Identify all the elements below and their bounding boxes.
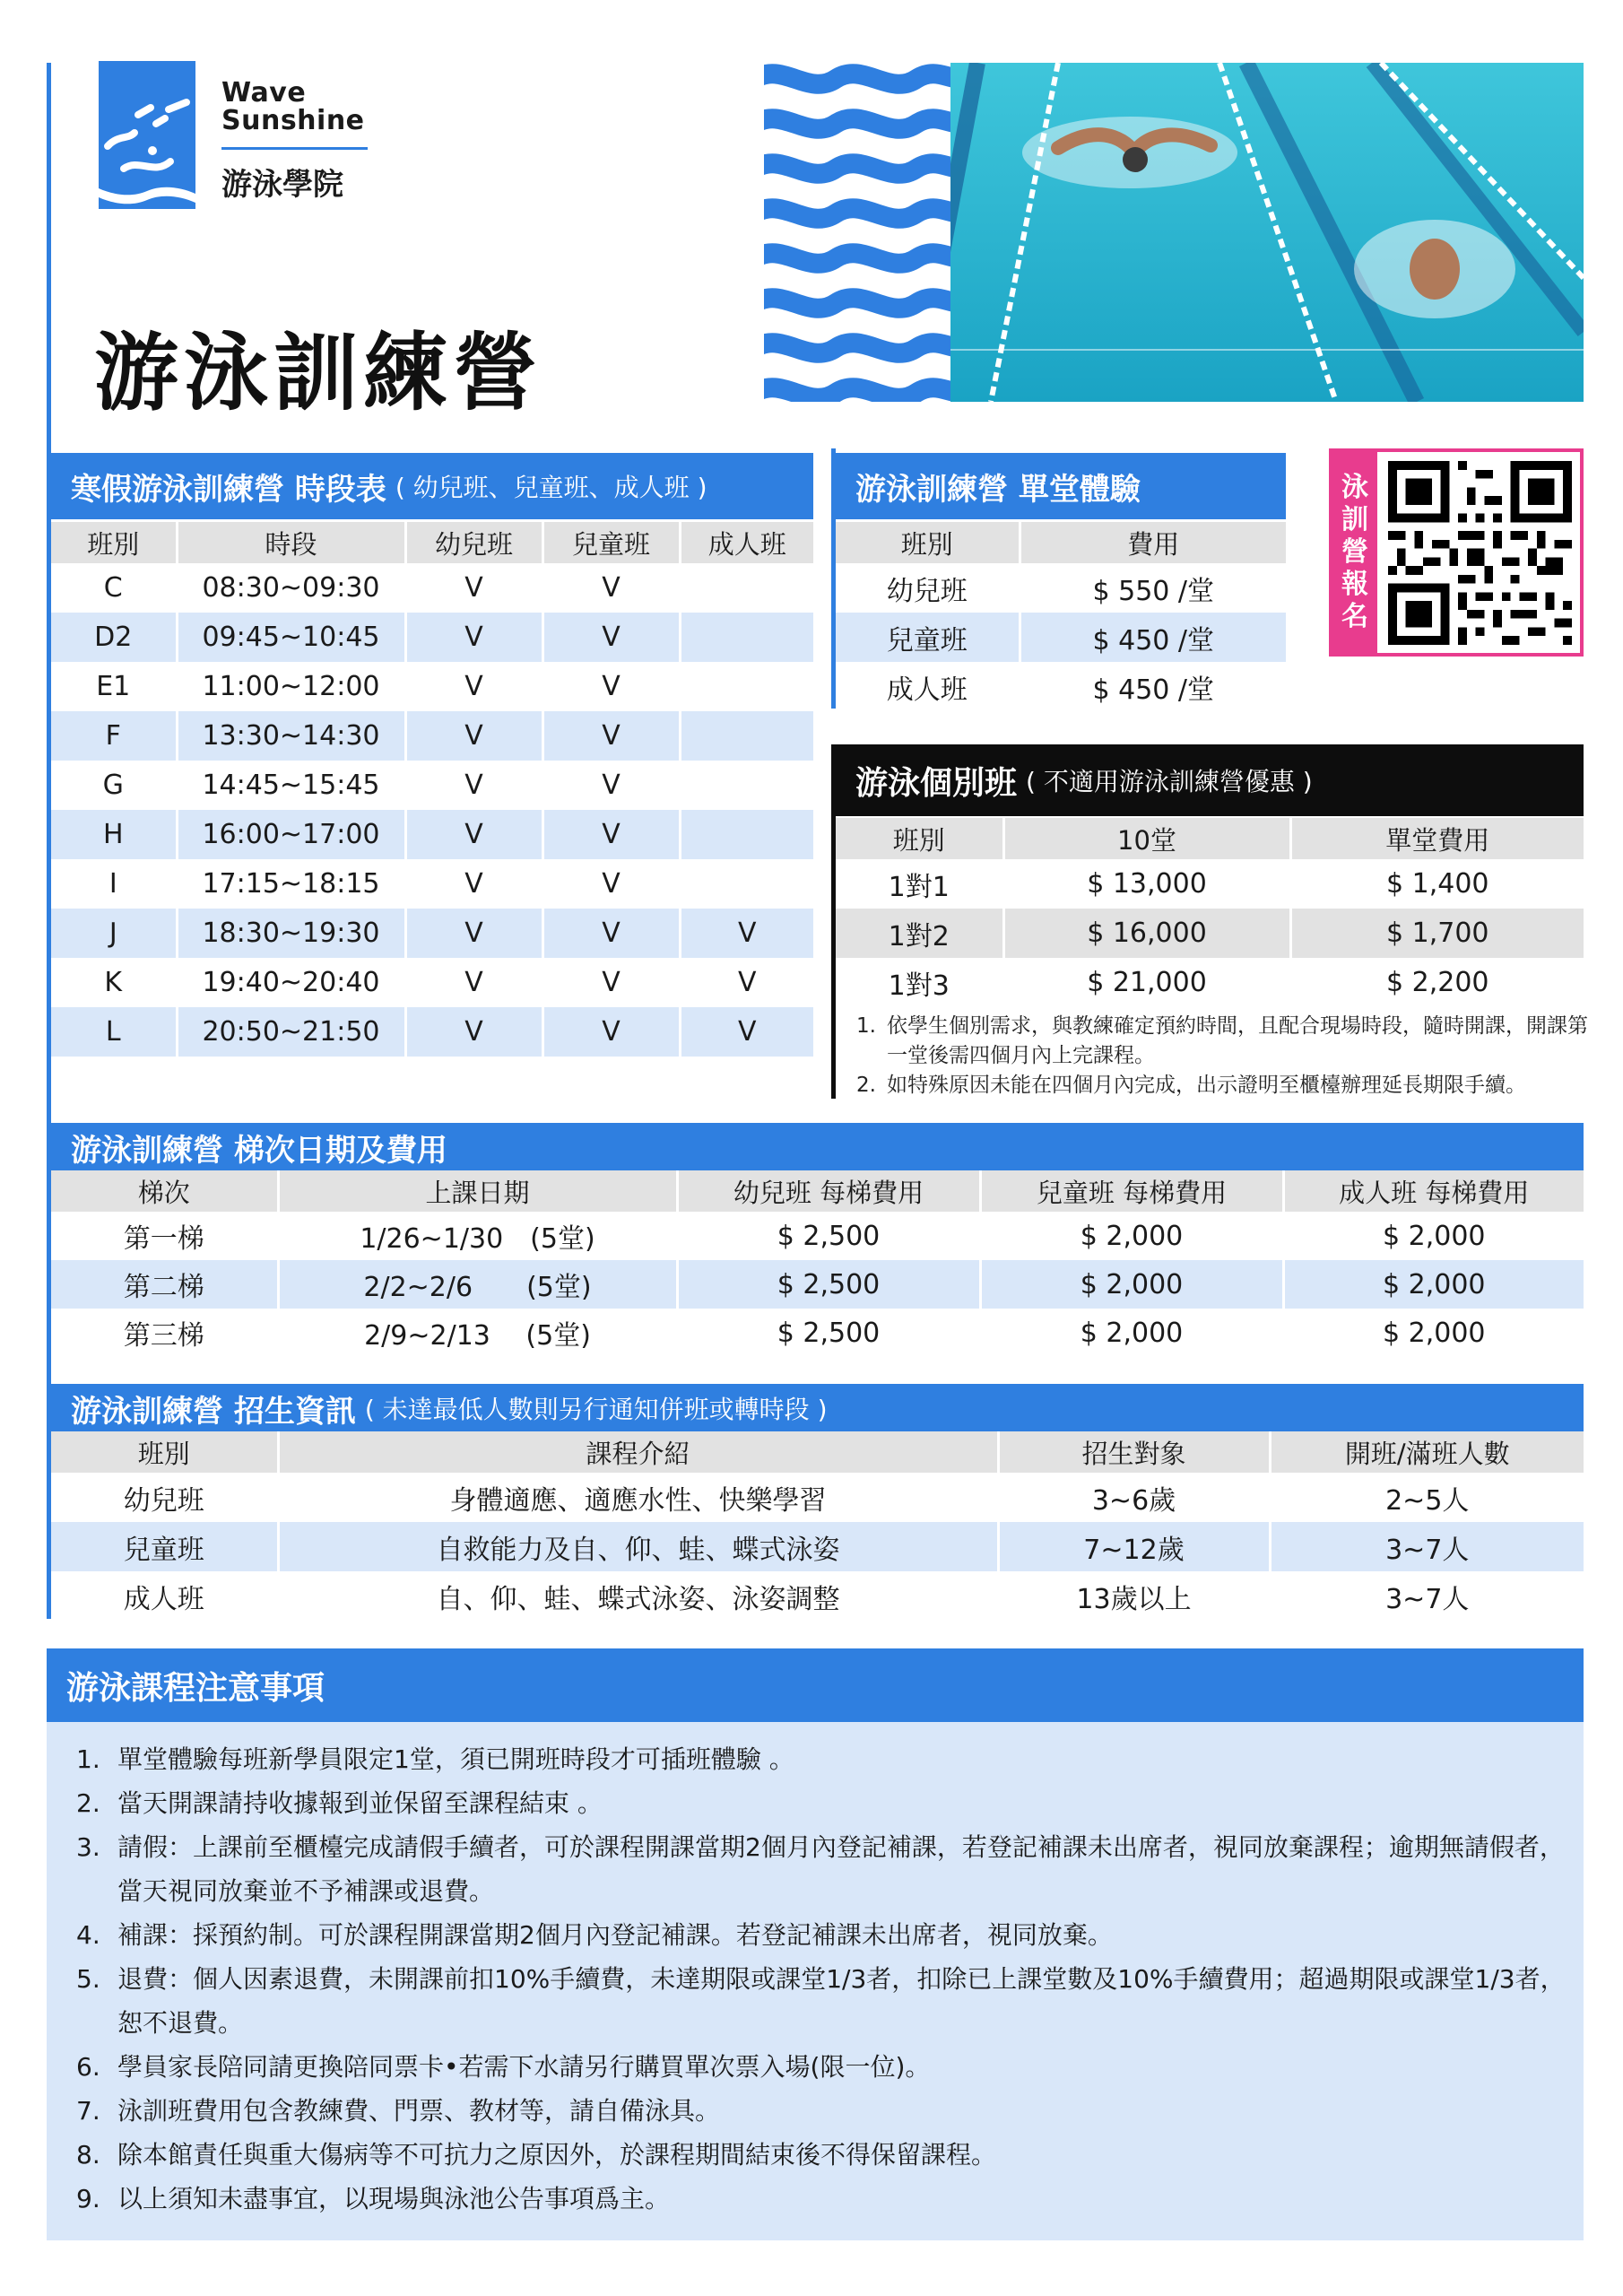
- table-cell: F: [51, 711, 177, 761]
- table-cell: V: [542, 662, 680, 711]
- table-cell: V: [542, 563, 680, 613]
- wave-pattern-icon: [764, 63, 952, 402]
- table-cell: [680, 859, 813, 909]
- list-number: 1.: [856, 1014, 876, 1038]
- trial-table: [836, 522, 1286, 711]
- list-number: 5.: [76, 1964, 100, 1994]
- brand-name-line1: Wave: [221, 77, 307, 109]
- table-cell: [680, 711, 813, 761]
- table-cell: 自救能力及自、仰、蛙、蝶式泳姿: [278, 1522, 998, 1571]
- table-cell: 3~7人: [1270, 1571, 1584, 1621]
- list-text: 除本館責任與重大傷病等不可抗力之原因外，於課程期間結束後不得保留課程。: [117, 2140, 997, 2170]
- qr-code-icon: [1388, 461, 1572, 645]
- list-number: 3.: [76, 1832, 100, 1862]
- table-cell: H: [51, 810, 177, 859]
- list-text: 以上須知未盡事宜，以現場與泳池公告事項爲主。: [117, 2184, 671, 2213]
- list-text: 學員家長陪同請更換陪同票卡•若需下水請另行購買單次票入場(限一位)。: [117, 2052, 931, 2082]
- table-cell: D2: [51, 613, 177, 662]
- table-cell: 19:40~20:40: [177, 958, 405, 1007]
- list-number: 2.: [76, 1788, 100, 1818]
- notice-title: 游泳課程注意事項: [66, 1669, 325, 1707]
- list-text: 如特殊原因未能在四個月內完成，出示證明至櫃檯辦理延長期限手續。: [887, 1074, 1526, 1097]
- table-cell: V: [405, 761, 542, 810]
- table-cell: 幼兒班: [886, 575, 968, 607]
- table-cell: 18:30~19:30: [177, 909, 405, 958]
- table-cell: 成人班: [886, 674, 968, 706]
- list-text: 退費：個人因素退費，未開課前扣10%手續費，未達期限或課堂1/3者，扣除已上課堂數及10%手續費用；超過期限或課堂1/3者，恕不退費。: [117, 1964, 1566, 2038]
- list-item: [856, 1071, 1592, 1100]
- table-cell: 13歲以上: [998, 1571, 1270, 1621]
- list-number: 8.: [76, 2140, 100, 2170]
- table-cell: 09:45~10:45: [177, 613, 405, 662]
- table-cell: 兒童班: [51, 1522, 278, 1571]
- table-cell: 16:00~17:00: [177, 810, 405, 859]
- table-row: [836, 909, 1584, 958]
- table-row: [836, 662, 1286, 711]
- brand-name-line2: Sunshine: [221, 105, 365, 136]
- table-header: 開班/滿班人數: [1270, 1431, 1584, 1473]
- table-cell: V: [405, 613, 542, 662]
- table-cell: E1: [96, 671, 131, 702]
- list-number: 1.: [76, 1744, 100, 1774]
- table-cell: [680, 761, 813, 810]
- table-cell: $ 2,200: [1290, 958, 1584, 1007]
- table-cell: $ 16,000: [1003, 909, 1290, 958]
- table-cell: 1/26~1/30 (5堂): [278, 1212, 677, 1260]
- table-row: [51, 859, 813, 909]
- table-cell: V: [542, 761, 680, 810]
- table-row: [51, 563, 813, 613]
- table-header: 單堂費用: [1290, 818, 1584, 859]
- table-cell: V: [542, 1007, 680, 1057]
- page-title: 游泳訓練營: [94, 325, 543, 422]
- table-header: 費用: [1020, 522, 1286, 563]
- table-cell: 自、仰、蛙、蝶式泳姿、泳姿調整: [278, 1571, 998, 1621]
- table-header: 班別: [51, 1431, 278, 1473]
- table-cell: V: [680, 1007, 813, 1057]
- table-cell: G: [102, 770, 124, 801]
- schedule-title: 寒假游泳訓練營 時段表: [71, 471, 386, 508]
- table-cell: V: [405, 810, 542, 859]
- table-cell: 第三梯: [123, 1320, 204, 1352]
- table-row: [51, 1571, 1584, 1621]
- table-cell: $ 2,000: [1283, 1212, 1584, 1260]
- list-number: 4.: [76, 1920, 100, 1950]
- table-cell: $ 550 /堂: [1020, 563, 1286, 613]
- table-cell: L: [51, 1007, 177, 1057]
- table-cell: $ 2,000: [980, 1212, 1283, 1260]
- enrollment-table: [51, 1431, 1584, 1621]
- table-cell: V: [542, 810, 680, 859]
- table-cell: $ 2,000: [1283, 1260, 1584, 1309]
- private-title: 游泳個別班: [855, 764, 1018, 802]
- table-cell: 成人班: [123, 1583, 204, 1615]
- list-text: 單堂體驗每班新學員限定1堂，須已開班時段才可插班體驗 。: [117, 1744, 794, 1774]
- list-number: 9.: [76, 2184, 100, 2213]
- table-cell: 11:00~12:00: [177, 662, 405, 711]
- table-cell: 2/9~2/13 (5堂): [278, 1309, 677, 1357]
- list-item: [76, 2177, 1583, 2221]
- table-cell: V: [405, 662, 542, 711]
- table-header: 時段: [177, 522, 405, 563]
- notice-header: [47, 1648, 1584, 1722]
- table-cell: V: [405, 563, 542, 613]
- table-row: [836, 859, 1584, 909]
- list-item: [76, 1825, 1583, 1913]
- table-row: [51, 711, 813, 761]
- list-item: [76, 1737, 1583, 1781]
- table-header: 招生對象: [998, 1431, 1270, 1473]
- enrollment-title: 游泳訓練營 招生資訊: [71, 1393, 356, 1430]
- table-cell: V: [680, 958, 813, 1007]
- table-header: 幼兒班 每梯費用: [677, 1170, 980, 1212]
- private-subtitle: ( 不適用游泳訓練營優惠 ): [1026, 767, 1313, 796]
- table-row: [51, 1309, 1584, 1357]
- table-row: [51, 1212, 1584, 1260]
- table-row: [836, 958, 1584, 1007]
- dates-header: [51, 1123, 1584, 1171]
- table-cell: 第一梯: [123, 1223, 204, 1255]
- table-cell: $ 2,000: [1283, 1309, 1584, 1357]
- qr-label-char: 報: [1341, 569, 1368, 600]
- table-header: 班別: [51, 522, 177, 563]
- table-cell: 14:45~15:45: [177, 761, 405, 810]
- table-header: 兒童班 每梯費用: [980, 1170, 1283, 1212]
- table-row: [51, 662, 813, 711]
- table-cell: 13:30~14:30: [177, 711, 405, 761]
- list-text: 依學生個別需求，與教練確定預約時間，且配合現場時段，隨時開課，開課第一堂後需四個月內上完課程。: [887, 1014, 1588, 1067]
- table-cell: K: [104, 967, 123, 998]
- table-cell: V: [542, 711, 680, 761]
- table-cell: 身體適應、適應水性、快樂學習: [278, 1473, 998, 1522]
- registration-qr[interactable]: [1329, 448, 1584, 657]
- table-cell: V: [542, 958, 680, 1007]
- table-cell: V: [405, 909, 542, 958]
- table-cell: $ 21,000: [1003, 958, 1290, 1007]
- list-item: [76, 2089, 1583, 2133]
- dates-title: 游泳訓練營 梯次日期及費用: [71, 1132, 447, 1169]
- table-header: 課程介紹: [278, 1431, 998, 1473]
- table-cell: 20:50~21:50: [177, 1007, 405, 1057]
- schedule-table: [51, 522, 813, 1057]
- table-cell: 兒童班: [836, 613, 1020, 662]
- table-cell: $ 13,000: [1003, 859, 1290, 909]
- table-cell: V: [405, 958, 542, 1007]
- table-cell: V: [542, 613, 680, 662]
- wave-sunshine-logo-icon: [99, 61, 195, 209]
- table-cell: 3~6歲: [998, 1473, 1270, 1522]
- enrollment-header: [51, 1384, 1584, 1432]
- table-row: [51, 1522, 1584, 1571]
- table-row: [51, 1007, 813, 1057]
- table-cell: V: [405, 859, 542, 909]
- list-number: 2.: [856, 1074, 876, 1097]
- pool-photo: [950, 63, 1584, 402]
- list-item: [76, 2045, 1583, 2089]
- private-notes: [856, 1012, 1592, 1100]
- table-cell: V: [680, 909, 813, 958]
- table-header: 兒童班: [542, 522, 680, 563]
- table-row: [836, 563, 1286, 613]
- table-cell: J: [51, 909, 177, 958]
- table-cell: 3~7人: [1270, 1522, 1584, 1571]
- qr-label: [1332, 452, 1377, 653]
- table-cell: 2/2~2/6 (5堂): [278, 1260, 677, 1309]
- table-cell: C: [103, 572, 123, 604]
- list-number: 6.: [76, 2052, 100, 2082]
- list-item: [856, 1012, 1592, 1071]
- table-cell: $ 2,500: [677, 1260, 980, 1309]
- table-cell: 1對2: [836, 909, 1003, 958]
- list-item: [76, 1957, 1583, 2045]
- table-cell: 7~12歲: [998, 1522, 1270, 1571]
- dates-table: [51, 1170, 1584, 1357]
- table-cell: 1對3: [888, 970, 950, 1002]
- table-row: [51, 810, 813, 859]
- brand-school-name: 游泳學院: [221, 167, 343, 203]
- list-text: 當天開課請持收據報到並保留至課程結束 。: [117, 1788, 603, 1818]
- table-cell: $ 450 /堂: [1020, 613, 1286, 662]
- table-cell: [680, 662, 813, 711]
- table-row: [51, 958, 813, 1007]
- table-cell: $ 1,700: [1290, 909, 1584, 958]
- schedule-subtitle: ( 幼兒班、兒童班、成人班 ): [395, 473, 707, 502]
- table-cell: V: [405, 1007, 542, 1057]
- brand-divider: [221, 147, 368, 150]
- table-cell: I: [108, 868, 117, 900]
- table-cell: V: [542, 859, 680, 909]
- table-cell: [680, 810, 813, 859]
- table-row: [51, 1260, 1584, 1309]
- table-cell: [680, 563, 813, 613]
- table-cell: $ 2,500: [677, 1212, 980, 1260]
- table-header: 班別: [836, 818, 1003, 859]
- qr-label-char: 名: [1341, 601, 1368, 632]
- qr-label-char: 泳: [1341, 472, 1368, 503]
- table-cell: V: [542, 909, 680, 958]
- private-table: [836, 818, 1584, 1007]
- table-cell: 08:30~09:30: [177, 563, 405, 613]
- table-header: 成人班 每梯費用: [1283, 1170, 1584, 1212]
- list-text: 請假：上課前至櫃檯完成請假手續者，可於課程開課當期2個月內登記補課，若登記補課未出席者，視同放棄課程；逾期無請假者，當天視同放棄並不予補課或退費。: [117, 1832, 1565, 1906]
- trial-header: [836, 453, 1286, 519]
- list-number: 7.: [76, 2096, 100, 2126]
- qr-label-char: 訓: [1341, 504, 1368, 535]
- table-cell: 第二梯: [51, 1260, 278, 1309]
- table-header: 班別: [836, 522, 1020, 563]
- table-header: 幼兒班: [405, 522, 542, 563]
- table-row: [51, 909, 813, 958]
- list-text: 泳訓班費用包含教練費、門票、教材等，請自備泳具。: [117, 2096, 721, 2126]
- table-header: 成人班: [680, 522, 813, 563]
- table-row: [51, 1473, 1584, 1522]
- notice-list: [76, 1737, 1583, 2221]
- table-cell: $ 2,000: [980, 1260, 1283, 1309]
- table-cell: 2~5人: [1270, 1473, 1584, 1522]
- table-header: 梯次: [51, 1170, 278, 1212]
- table-cell: $ 1,400: [1290, 859, 1584, 909]
- table-cell: V: [405, 711, 542, 761]
- list-item: [76, 2133, 1583, 2177]
- trial-title: 游泳訓練營 單堂體驗: [855, 471, 1141, 508]
- list-text: 補課：採預約制。可於課程開課當期2個月內登記補課。若登記補課未出席者，視同放棄。: [117, 1920, 1113, 1950]
- table-cell: $ 2,000: [980, 1309, 1283, 1357]
- table-cell: [680, 613, 813, 662]
- table-cell: $ 450 /堂: [1020, 662, 1286, 711]
- schedule-header: [51, 453, 813, 519]
- list-item: [76, 1913, 1583, 1957]
- table-header: 上課日期: [278, 1170, 677, 1212]
- enrollment-subtitle: ( 未達最低人數則另行通知併班或轉時段 ): [364, 1395, 828, 1424]
- table-cell: $ 2,500: [677, 1309, 980, 1357]
- table-cell: 17:15~18:15: [177, 859, 405, 909]
- qr-label-char: 營: [1341, 536, 1368, 568]
- table-row: [51, 761, 813, 810]
- table-header: 10堂: [1003, 818, 1290, 859]
- table-row: [51, 613, 813, 662]
- list-item: [76, 1781, 1583, 1825]
- table-row: [836, 613, 1286, 662]
- table-cell: 幼兒班: [123, 1484, 204, 1517]
- private-header: [836, 744, 1584, 816]
- table-cell: 1對1: [888, 871, 950, 903]
